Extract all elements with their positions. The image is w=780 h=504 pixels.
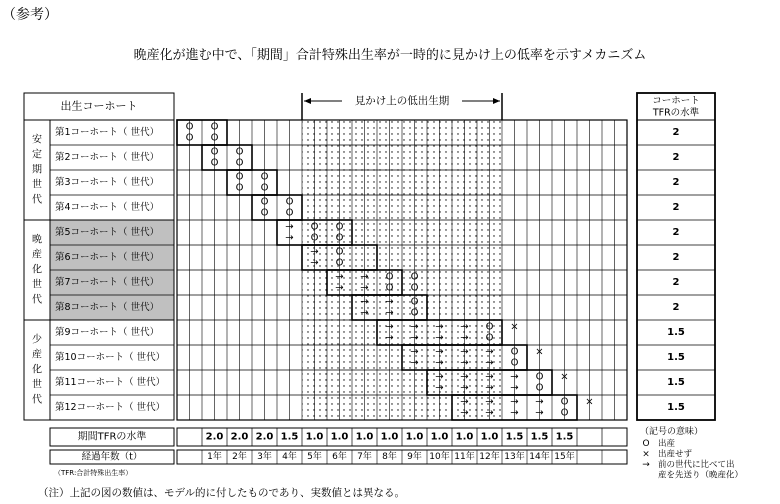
birth-mark: O <box>510 346 519 358</box>
birth-mark: O <box>485 321 494 333</box>
period-tfr-value: 1.5 <box>280 431 299 443</box>
cohort-header-text: 出生コーホート <box>60 99 138 113</box>
postpone-arrow: → <box>460 396 469 408</box>
birth-mark: O <box>210 157 219 169</box>
year-label: 6年 <box>332 452 347 462</box>
cohort-tfr-value: 1.5 <box>667 352 685 363</box>
footnote: （注）上記の図の数値は、モデル的に付したものであり、実数値とは異なる。 <box>38 487 405 499</box>
birth-mark: O <box>535 382 544 394</box>
period-tfr-label: 期間TFRの水準 <box>77 431 147 443</box>
birth-mark: O <box>410 271 419 283</box>
group-label-char: 産 <box>32 349 42 361</box>
birth-mark: O <box>385 271 394 283</box>
group-label-char: 少 <box>32 334 42 346</box>
postpone-arrow: → <box>435 382 444 394</box>
birth-mark: O <box>385 282 394 294</box>
postpone-arrow: → <box>285 232 294 244</box>
birth-mark: O <box>185 121 194 133</box>
postpone-arrow: → <box>460 371 469 383</box>
postpone-arrow: → <box>335 271 344 283</box>
postpone-arrow: → <box>310 257 319 269</box>
postpone-arrow: → <box>535 407 544 419</box>
cohort-tfr-value: 1.5 <box>667 327 685 338</box>
group-label-char: 化 <box>32 364 42 376</box>
postpone-arrow: → <box>410 332 419 344</box>
postpone-arrow: → <box>460 382 469 394</box>
no-birth-mark: × <box>585 396 594 408</box>
legend-text: 出産せず <box>658 449 693 460</box>
birth-mark: O <box>560 396 569 408</box>
postpone-arrow: → <box>485 382 494 394</box>
year-label: 10年 <box>429 452 450 462</box>
birth-mark: O <box>260 171 269 183</box>
no-birth-mark: × <box>535 346 544 358</box>
legend-symbol: → <box>642 460 650 470</box>
cohort-label: 第9コーホート（ 世代） <box>55 327 160 338</box>
period-tfr-value: 1.0 <box>455 431 474 443</box>
birth-mark: O <box>260 207 269 219</box>
group-label-char: 化 <box>32 264 42 276</box>
no-birth-mark: × <box>510 321 519 333</box>
group-label-char: 安 <box>32 134 42 146</box>
postpone-arrow: → <box>485 396 494 408</box>
group-label-char: 世 <box>32 179 42 191</box>
group-label-char: 世 <box>32 279 42 291</box>
group-label-char: 代 <box>32 294 42 306</box>
birth-mark: O <box>510 357 519 369</box>
tfr-level-header: TFRの水準 <box>652 107 700 119</box>
period-tfr-value: 1.5 <box>505 431 524 443</box>
postpone-arrow: → <box>360 271 369 283</box>
cohort-tfr-value: 2 <box>672 202 680 213</box>
postpone-arrow: → <box>485 357 494 369</box>
postpone-arrow: → <box>435 371 444 383</box>
year-label: 7年 <box>357 452 372 462</box>
postpone-arrow: → <box>360 307 369 319</box>
period-tfr-value: 1.0 <box>380 431 399 443</box>
period-tfr-value: 2.0 <box>205 431 224 443</box>
period-tfr-value: 1.0 <box>480 431 499 443</box>
year-label: 9年 <box>407 452 422 462</box>
cohort-tfr-value: 1.5 <box>667 402 685 413</box>
birth-mark: O <box>310 221 319 233</box>
cohort-label: 第6コーホート（ 世代） <box>55 252 160 263</box>
tfr-footnote: （TFR:合計特殊出生率） <box>54 469 133 477</box>
postpone-arrow: → <box>385 332 394 344</box>
group-label-char: 代 <box>32 394 42 406</box>
postpone-arrow: → <box>485 407 494 419</box>
birth-mark: O <box>335 246 344 258</box>
period-tfr-value: 2.0 <box>230 431 249 443</box>
cohort-tfr-value: 2 <box>672 227 680 238</box>
birth-mark: O <box>410 296 419 308</box>
elapsed-label: 経過年数（t） <box>81 451 143 463</box>
year-label: 1年 <box>207 452 222 462</box>
legend-title: （記号の意味） <box>640 427 704 437</box>
group-label-char: 代 <box>32 194 42 206</box>
period-tfr-value: 1.0 <box>405 431 424 443</box>
cohort-tfr-value: 2 <box>672 152 680 163</box>
period-arrowhead-right <box>493 98 500 104</box>
cohort-tfr-value: 2 <box>672 127 680 138</box>
postpone-arrow: → <box>485 346 494 358</box>
group-label-char: 世 <box>32 379 42 391</box>
postpone-arrow: → <box>410 321 419 333</box>
birth-mark: O <box>310 232 319 244</box>
birth-mark: O <box>210 121 219 133</box>
period-tfr-value: 1.0 <box>355 431 374 443</box>
postpone-arrow: → <box>510 407 519 419</box>
period-tfr-value: 1.5 <box>555 431 574 443</box>
birth-mark: O <box>285 196 294 208</box>
birth-mark: O <box>535 371 544 383</box>
legend-text: 前の世代に比べて出 <box>658 460 735 470</box>
postpone-arrow: → <box>435 321 444 333</box>
birth-mark: O <box>235 171 244 183</box>
birth-mark: O <box>235 157 244 169</box>
legend-symbol: × <box>642 449 650 460</box>
period-arrowhead-left <box>304 98 311 104</box>
year-label: 5年 <box>307 452 322 462</box>
postpone-arrow: → <box>335 282 344 294</box>
cohort-label: 第1コーホート（ 世代） <box>55 127 160 138</box>
year-label: 11年 <box>454 452 475 462</box>
cohort-tfr-value: 1.5 <box>667 377 685 388</box>
tfr-level-header: コーホート <box>652 95 700 107</box>
cohort-label: 第4コーホート（ 世代） <box>55 202 160 213</box>
year-label: 13年 <box>504 452 525 462</box>
cohort-tfr-value: 2 <box>672 177 680 188</box>
year-label: 14年 <box>529 452 550 462</box>
birth-mark: O <box>335 257 344 269</box>
legend-text: 産を先送り（晩産化） <box>658 470 744 481</box>
cohort-label: 第12コーホート（ 世代） <box>55 402 166 413</box>
cohort-label: 第3コーホート（ 世代） <box>55 177 160 188</box>
postpone-arrow: → <box>510 382 519 394</box>
year-label: 8年 <box>382 452 397 462</box>
birth-mark: O <box>410 307 419 319</box>
postpone-arrow: → <box>435 357 444 369</box>
postpone-arrow: → <box>460 321 469 333</box>
reference-label: （参考） <box>2 7 58 23</box>
year-label: 2年 <box>232 452 247 462</box>
period-tfr-value: 1.0 <box>430 431 449 443</box>
postpone-arrow: → <box>460 357 469 369</box>
birth-mark: O <box>210 146 219 158</box>
birth-mark: O <box>285 207 294 219</box>
birth-mark: O <box>335 221 344 233</box>
postpone-arrow: → <box>485 371 494 383</box>
postpone-arrow: → <box>410 357 419 369</box>
cohort-label: 第8コーホート（ 世代） <box>55 302 160 313</box>
period-tfr-value: 2.0 <box>255 431 274 443</box>
birth-mark: O <box>485 332 494 344</box>
postpone-arrow: → <box>535 396 544 408</box>
year-label: 12年 <box>479 452 500 462</box>
postpone-arrow: → <box>435 346 444 358</box>
birth-mark: O <box>260 196 269 208</box>
cohort-label: 第2コーホート（ 世代） <box>55 152 160 163</box>
postpone-arrow: → <box>360 296 369 308</box>
year-label: 3年 <box>257 452 272 462</box>
legend-symbol: O <box>642 439 650 449</box>
group-label-char: 晩 <box>32 234 42 246</box>
cohort-label: 第7コーホート（ 世代） <box>55 277 160 288</box>
postpone-arrow: → <box>385 307 394 319</box>
postpone-arrow: → <box>460 332 469 344</box>
postpone-arrow: → <box>360 282 369 294</box>
period-tfr-value: 1.5 <box>530 431 549 443</box>
birth-mark: O <box>260 182 269 194</box>
cohort-label: 第10コーホート（ 世代） <box>55 352 166 363</box>
postpone-arrow: → <box>385 321 394 333</box>
cohort-label: 第11コーホート（ 世代） <box>55 377 166 388</box>
legend-text: 出産 <box>658 439 676 449</box>
postpone-arrow: → <box>460 346 469 358</box>
postpone-arrow: → <box>435 332 444 344</box>
postpone-arrow: → <box>510 396 519 408</box>
cohort-tfr-value: 2 <box>672 277 680 288</box>
cohort-tfr-value: 2 <box>672 302 680 313</box>
birth-mark: O <box>335 232 344 244</box>
birth-mark: O <box>210 132 219 144</box>
birth-mark: O <box>185 132 194 144</box>
period-tfr-value: 1.0 <box>330 431 349 443</box>
no-birth-mark: × <box>560 371 569 383</box>
group-label-char: 産 <box>32 249 42 261</box>
year-label: 4年 <box>282 452 297 462</box>
birth-mark: O <box>235 146 244 158</box>
cohort-tfr-value: 2 <box>672 252 680 263</box>
postpone-arrow: → <box>285 221 294 233</box>
birth-mark: O <box>235 182 244 194</box>
birth-mark: O <box>410 282 419 294</box>
group-label-char: 期 <box>32 164 42 176</box>
period-label: 見かけ上の低出生期 <box>354 95 450 107</box>
birth-mark: O <box>560 407 569 419</box>
period-tfr-value: 1.0 <box>305 431 324 443</box>
postpone-arrow: → <box>410 346 419 358</box>
year-label: 15年 <box>554 452 575 462</box>
group-label-char: 定 <box>32 149 42 161</box>
page-title: 晩産化が進む中で、「期間」合計特殊出生率が一時的に見かけ上の低率を示すメカニズム <box>133 48 647 63</box>
postpone-arrow: → <box>310 246 319 258</box>
postpone-arrow: → <box>460 407 469 419</box>
postpone-arrow: → <box>510 371 519 383</box>
postpone-arrow: → <box>385 296 394 308</box>
cohort-label: 第5コーホート（ 世代） <box>55 227 160 238</box>
